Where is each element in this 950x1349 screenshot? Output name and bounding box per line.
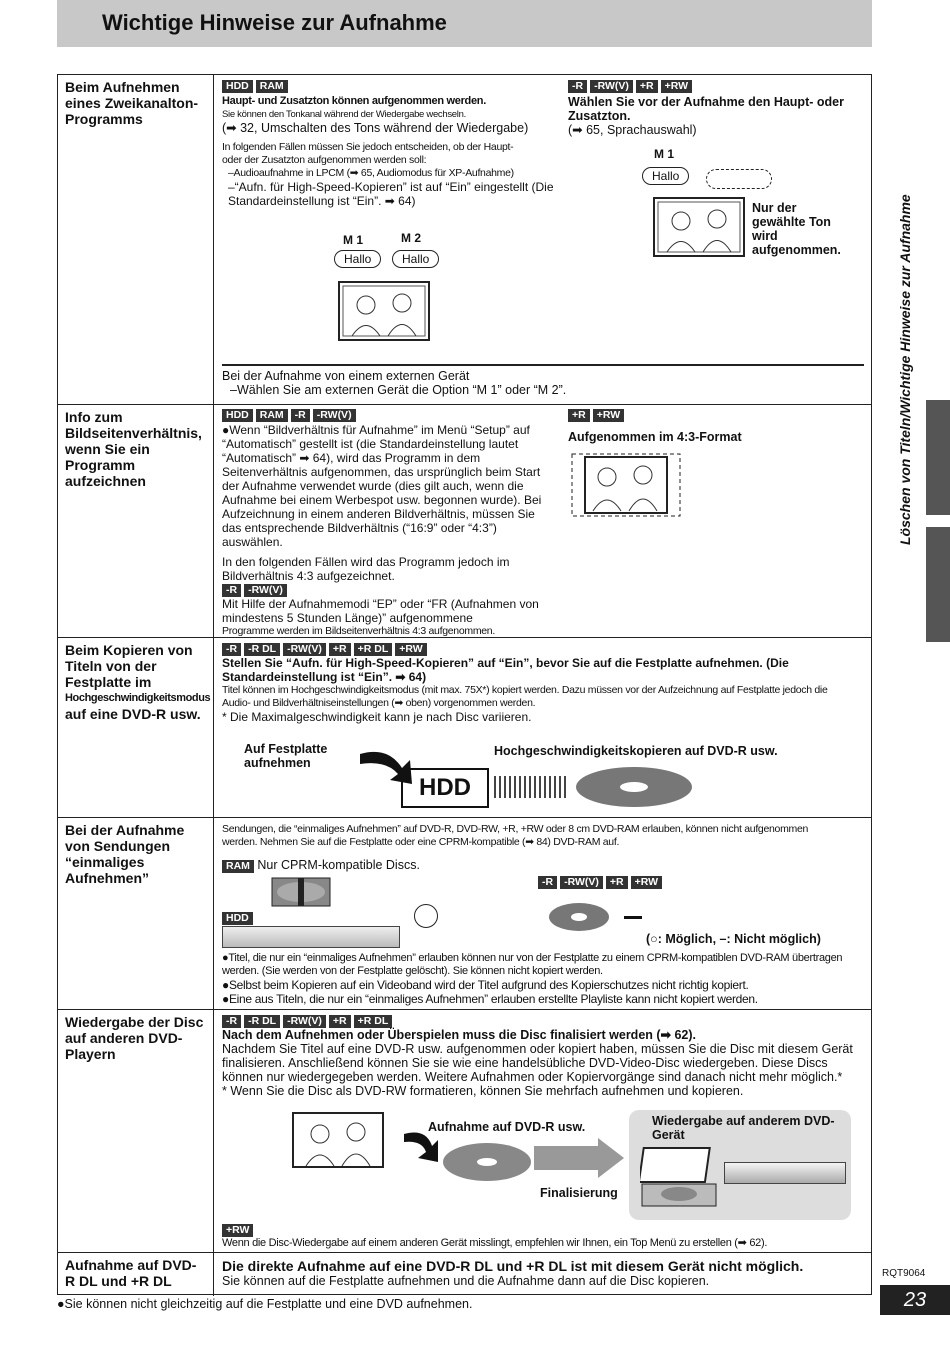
tag-rwv: -RW(V) <box>560 876 603 889</box>
m1-label: M 1 <box>343 233 364 247</box>
not-possible-dash-icon <box>624 916 642 919</box>
speech-bubble-right: Hallo <box>642 167 689 185</box>
page-title: Wichtige Hinweise zur Aufnahme <box>102 10 447 35</box>
speech-bubble-m2: Hallo <box>392 250 439 268</box>
tag-rdl: -R DL <box>244 643 280 656</box>
dual-audio-li2: –“Aufn. für High-Speed-Kopieren” ist auf “Ein” eingestellt (Die Standardeinstellung ist “Ein”. ➡ 64) <box>228 180 554 208</box>
disc-tags <box>222 643 862 656</box>
tag-plus-rw: +RW <box>222 1224 253 1237</box>
tag-rwv: -RW(V) <box>283 643 326 656</box>
tag-plus-rdl: +R DL <box>354 643 393 656</box>
tag-r: -R <box>222 1015 241 1028</box>
high-speed-note: * Die Maximalgeschwindigkeit kann je nach Disc variieren. <box>222 710 532 724</box>
aspect-right <box>568 409 848 444</box>
tv-people-illustration <box>292 1112 384 1168</box>
ram-note <box>222 858 420 873</box>
hdd-box: HDD <box>401 768 489 808</box>
tag-plus-r: +R <box>329 1015 351 1028</box>
rw-note <box>222 1222 767 1250</box>
fig-playback: Wiedergabe auf anderem DVD-Gerät <box>652 1114 835 1142</box>
tag-hdd: HDD <box>222 409 253 422</box>
row-copy-once <box>58 818 871 1010</box>
dual-audio-small: Sie können den Tonkanal während der Wiedergabe wechseln. <box>222 109 466 120</box>
tag-rdl: -R DL <box>244 1015 280 1028</box>
recorder-device-icon <box>222 926 400 948</box>
rw-note-text: Wenn die Disc-Wiedergabe auf einem anderen Gerät misslingt, empfehlen wir Ihnen, ein Top Menü zu erstellen (➡ 62). <box>222 1237 768 1249</box>
external-line1: Bei der Aufnahme von einem externen Gerät <box>222 369 470 383</box>
finalize-arrow-icon <box>534 1138 626 1178</box>
tag-plus-r: +R <box>606 876 628 889</box>
transfer-lines-icon <box>494 776 566 798</box>
disc-tags <box>568 80 858 93</box>
speech-bubble-empty <box>706 169 772 189</box>
aspect-p2: In den folgenden Fällen wird das Programm jedoch im Bildverhältnis 4:3 aufgezeichnet. <box>222 555 510 583</box>
tag-plus-r: +R <box>636 80 658 93</box>
ram-note-text: Nur CPRM-kompatible Discs. <box>257 858 420 872</box>
notes-table <box>57 74 872 1295</box>
page-header <box>57 0 872 47</box>
ram-disc-icon <box>270 876 332 908</box>
bullet-3: ●Eine aus Titeln, die nur ein “einmaliges Aufnehmen” erlauben erstellte Playliste kann nicht kopiert werden. <box>222 992 758 1006</box>
tag-plus-r: +R <box>568 409 590 422</box>
disc-tags <box>222 1015 864 1028</box>
tag-hdd: HDD <box>222 912 253 925</box>
tag-ram: RAM <box>256 80 288 93</box>
disc-tags <box>222 409 554 422</box>
aspect-p3-small: Programme werden im Bildseitenverhältnis 4:3 aufgenommen. <box>222 625 495 637</box>
m2-label: M 2 <box>401 231 422 245</box>
row-label: Aufnahme auf DVD-R DL und +R DL <box>58 1253 214 1296</box>
disc-tags-2 <box>222 584 554 597</box>
dual-audio-left <box>222 80 562 208</box>
dual-audio-p1: In folgenden Fällen müssen Sie jedoch entscheiden, ob der Haupt- oder der Zusatzton aufgenommen werden soll: <box>222 141 514 166</box>
high-speed-bold: Stellen Sie “Aufn. für High-Speed-Kopieren” auf “Ein”, bevor Sie auf die Festplatte aufnehmen. (Die Standardeinstellung ist “Ein”. ➡ 64) <box>222 656 789 684</box>
disc-tags <box>538 876 662 889</box>
selected-audio-note: Nur der gewählte Ton wird aufgenommen. <box>752 201 841 257</box>
aspect-left <box>222 409 554 638</box>
dual-audio-li1: –Audioaufnahme in LPCM (➡ 65, Audiomodus für XP-Aufnahme) <box>228 167 514 179</box>
tag-ram: RAM <box>222 860 254 873</box>
tag-plus-rw: +RW <box>395 643 426 656</box>
tag-rwv: -RW(V) <box>244 584 287 597</box>
fig-high-speed-copy: Hochgeschwindigkeitskopieren auf DVD-R usw. <box>494 744 778 758</box>
external-line2: –Wählen Sie am externen Gerät die Option “M 1” oder “M 2”. <box>230 383 567 397</box>
speech-bubble-m1: Hallo <box>334 250 381 268</box>
row-finalize <box>58 1010 871 1253</box>
finalize-note: * Wenn Sie die Disc als DVD-RW formatieren, können Sie mehrfach aufnehmen und kopieren. <box>222 1084 744 1098</box>
tag-r: -R <box>222 584 241 597</box>
dvd-disc-icon <box>548 902 610 932</box>
dual-audio-bold: Haupt- und Zusatzton können aufgenommen werden. <box>222 95 486 107</box>
bullet-2: ●Selbst beim Kopieren auf ein Videoband wird der Titel aufgrund des Kopierschutzes nicht richtig kopiert. <box>222 978 749 992</box>
dual-layer-bold: Die direkte Aufnahme auf eine DVD-R DL und +R DL ist mit diesem Gerät nicht möglich. <box>222 1258 804 1274</box>
tag-rwv: -RW(V) <box>283 1015 326 1028</box>
row-label: Bei der Aufnahme von Sendungen “einmaliges Aufnehmen” <box>58 818 214 1009</box>
tag-r: -R <box>568 80 587 93</box>
dvd-disc-icon <box>442 1142 532 1182</box>
tag-rwv: -RW(V) <box>313 409 356 422</box>
tv-people-illustration <box>338 281 430 341</box>
label-small: Hochgeschwindigkeitsmodus <box>65 692 211 704</box>
tv-people-illustration-right <box>653 197 745 257</box>
tv-43-illustration <box>571 453 681 517</box>
row-label: Beim Aufnehmen eines Zweikanalton-Programms <box>58 75 214 404</box>
sidebar-vertical-title: Löschen von Titeln/Wichtige Hinweise zur Aufnahme <box>897 194 913 545</box>
dual-audio-ref: (➡ 32, Umschalten des Tons während der Wiedergabe) <box>222 121 529 135</box>
aspect-p3: Mit Hilfe der Aufnahmemodi “EP” oder “FR (Aufnahmen von mindestens 5 Stunden Länge)” aufgenommene <box>222 597 539 625</box>
finalize-content <box>222 1015 864 1098</box>
tag-plus-rw: +RW <box>631 876 662 889</box>
tag-hdd: HDD <box>222 80 253 93</box>
disc-tags <box>568 409 848 422</box>
tag-plus-r: +R <box>329 643 351 656</box>
tag-ram: RAM <box>256 409 288 422</box>
tag-r: -R <box>222 643 241 656</box>
chapter-tab <box>926 527 950 642</box>
chapter-tab <box>926 400 950 515</box>
legend-text: (○: Möglich, –: Nicht möglich) <box>646 932 821 946</box>
row-label: Wiedergabe der Disc auf anderen DVD-Playern <box>58 1010 214 1252</box>
high-speed-small: Titel können im Hochgeschwindigkeitsmodus (mit max. 75X*) kopiert werden. Dazu müssen vor der Aufzeichnung auf Festplatte jedoch die Audio- und Bildverhältniseinstellungen (➡ oben) vorgenommen werden. <box>222 684 828 709</box>
fig-record-hdd: Auf Festplatte aufnehmen <box>244 742 328 770</box>
fig-finalize: Finalisierung <box>540 1186 618 1200</box>
disc-icon <box>574 766 694 808</box>
high-speed-content <box>222 643 862 724</box>
divider <box>222 364 864 366</box>
document-code: RQT9064 <box>882 1268 926 1279</box>
row-aspect-ratio <box>58 405 871 638</box>
m1-label-right: M 1 <box>654 147 675 161</box>
row-label: Info zum Bildseitenverhältnis, wenn Sie ein Programm aufzeichnen <box>58 405 214 637</box>
copy-once-text: Sendungen, die “einmaliges Aufnehmen” auf DVD-R, DVD-RW, +R, +RW oder 8 cm DVD-RAM erlauben, können nicht aufgenommen werden. Nehmen Sie auf die Festplatte oder eine CPRM-kompatible (➡ 84) DVD-RAM auf. <box>222 823 809 848</box>
fig-record-dvd: Aufnahme auf DVD-R usw. <box>428 1120 586 1134</box>
aspect-43-label: Aufgenommen im 4:3-Format <box>568 430 742 444</box>
tag-r: -R <box>538 876 557 889</box>
label-text: Beim Kopieren von Titeln von der Festplatte im <box>65 642 193 690</box>
aspect-p1: ●Wenn “Bildverhältnis für Aufnahme” im Menü “Setup” auf “Automatisch” gestellt ist (die Standardeinstellung lautet “Automatisch” ➡ 64), wird das Programm in dem Seitenverhältnis aufgenommen, das ursprünglich beim Start der Aufnahme verwendet wurde (dies gilt auch, wenn die Aufnahme bei einem Werbespot usw. begonnen wurde). Bei Aufzeichnung in einem anderen Bildverhältnis, müssen Sie das entsprechende Bildverhältnis (“16:9” oder “4:3”) auswählen. <box>222 423 542 549</box>
dual-audio-right <box>568 80 858 137</box>
portable-player-icon <box>640 1146 718 1210</box>
hdd-tag-row <box>222 910 253 925</box>
row-dual-audio <box>58 75 871 405</box>
finalize-bold: Nach dem Aufnehmen oder Überspielen muss die Disc finalisiert werden (➡ 62). <box>222 1028 697 1042</box>
dual-layer-p: Sie können auf die Festplatte aufnehmen und die Aufnahme dann auf die Disc kopieren. <box>222 1274 710 1288</box>
dual-layer-content <box>222 1258 862 1288</box>
disc-tags <box>222 80 562 93</box>
row-high-speed-copy <box>58 638 871 818</box>
tag-plus-rw: +RW <box>661 80 692 93</box>
tag-plus-rw: +RW <box>593 409 624 422</box>
copy-once-bullets <box>222 952 852 1006</box>
finalize-p: Nachdem Sie Titel auf eine DVD-R usw. aufgenommen oder kopiert haben, müssen Sie die Disc mit diesem Gerät finalisieren. Anschließend können Sie sie wie eine handelsübliche DVD-Video-Disc wiedergeben. Diese Discs können nur wiedergegeben werden. Weitere Aufnahmen oder Kopiervorgänge sind danach nicht mehr möglich.* <box>222 1042 853 1084</box>
tag-r: -R <box>291 409 310 422</box>
tag-plus-rdl: +R DL <box>354 1015 393 1028</box>
select-audio-bold: Wählen Sie vor der Aufnahme den Haupt- oder Zusatzton. <box>568 95 844 123</box>
select-audio-ref: (➡ 65, Sprachauswahl) <box>568 123 697 137</box>
footer-note: ●Sie können nicht gleichzeitig auf die Festplatte und eine DVD aufnehmen. <box>57 1297 473 1311</box>
row-dual-layer <box>58 1253 871 1296</box>
possible-circle-icon <box>414 904 438 928</box>
bullet-1: ●Titel, die nur ein “einmaliges Aufnehmen” erlauben können nur von der Festplatte zu einem CPRM-kompatiblen DVD-RAM übertragen werden. (Sie werden von der Festplatte gelöscht). Sie können nicht kopiert werden. <box>222 952 843 977</box>
dvd-player-icon <box>724 1162 846 1184</box>
row-label <box>58 638 214 817</box>
tag-rwv: -RW(V) <box>590 80 633 93</box>
label-end: auf eine DVD-R usw. <box>65 706 201 722</box>
page-number: 23 <box>880 1285 950 1315</box>
external-device-note <box>222 369 566 397</box>
